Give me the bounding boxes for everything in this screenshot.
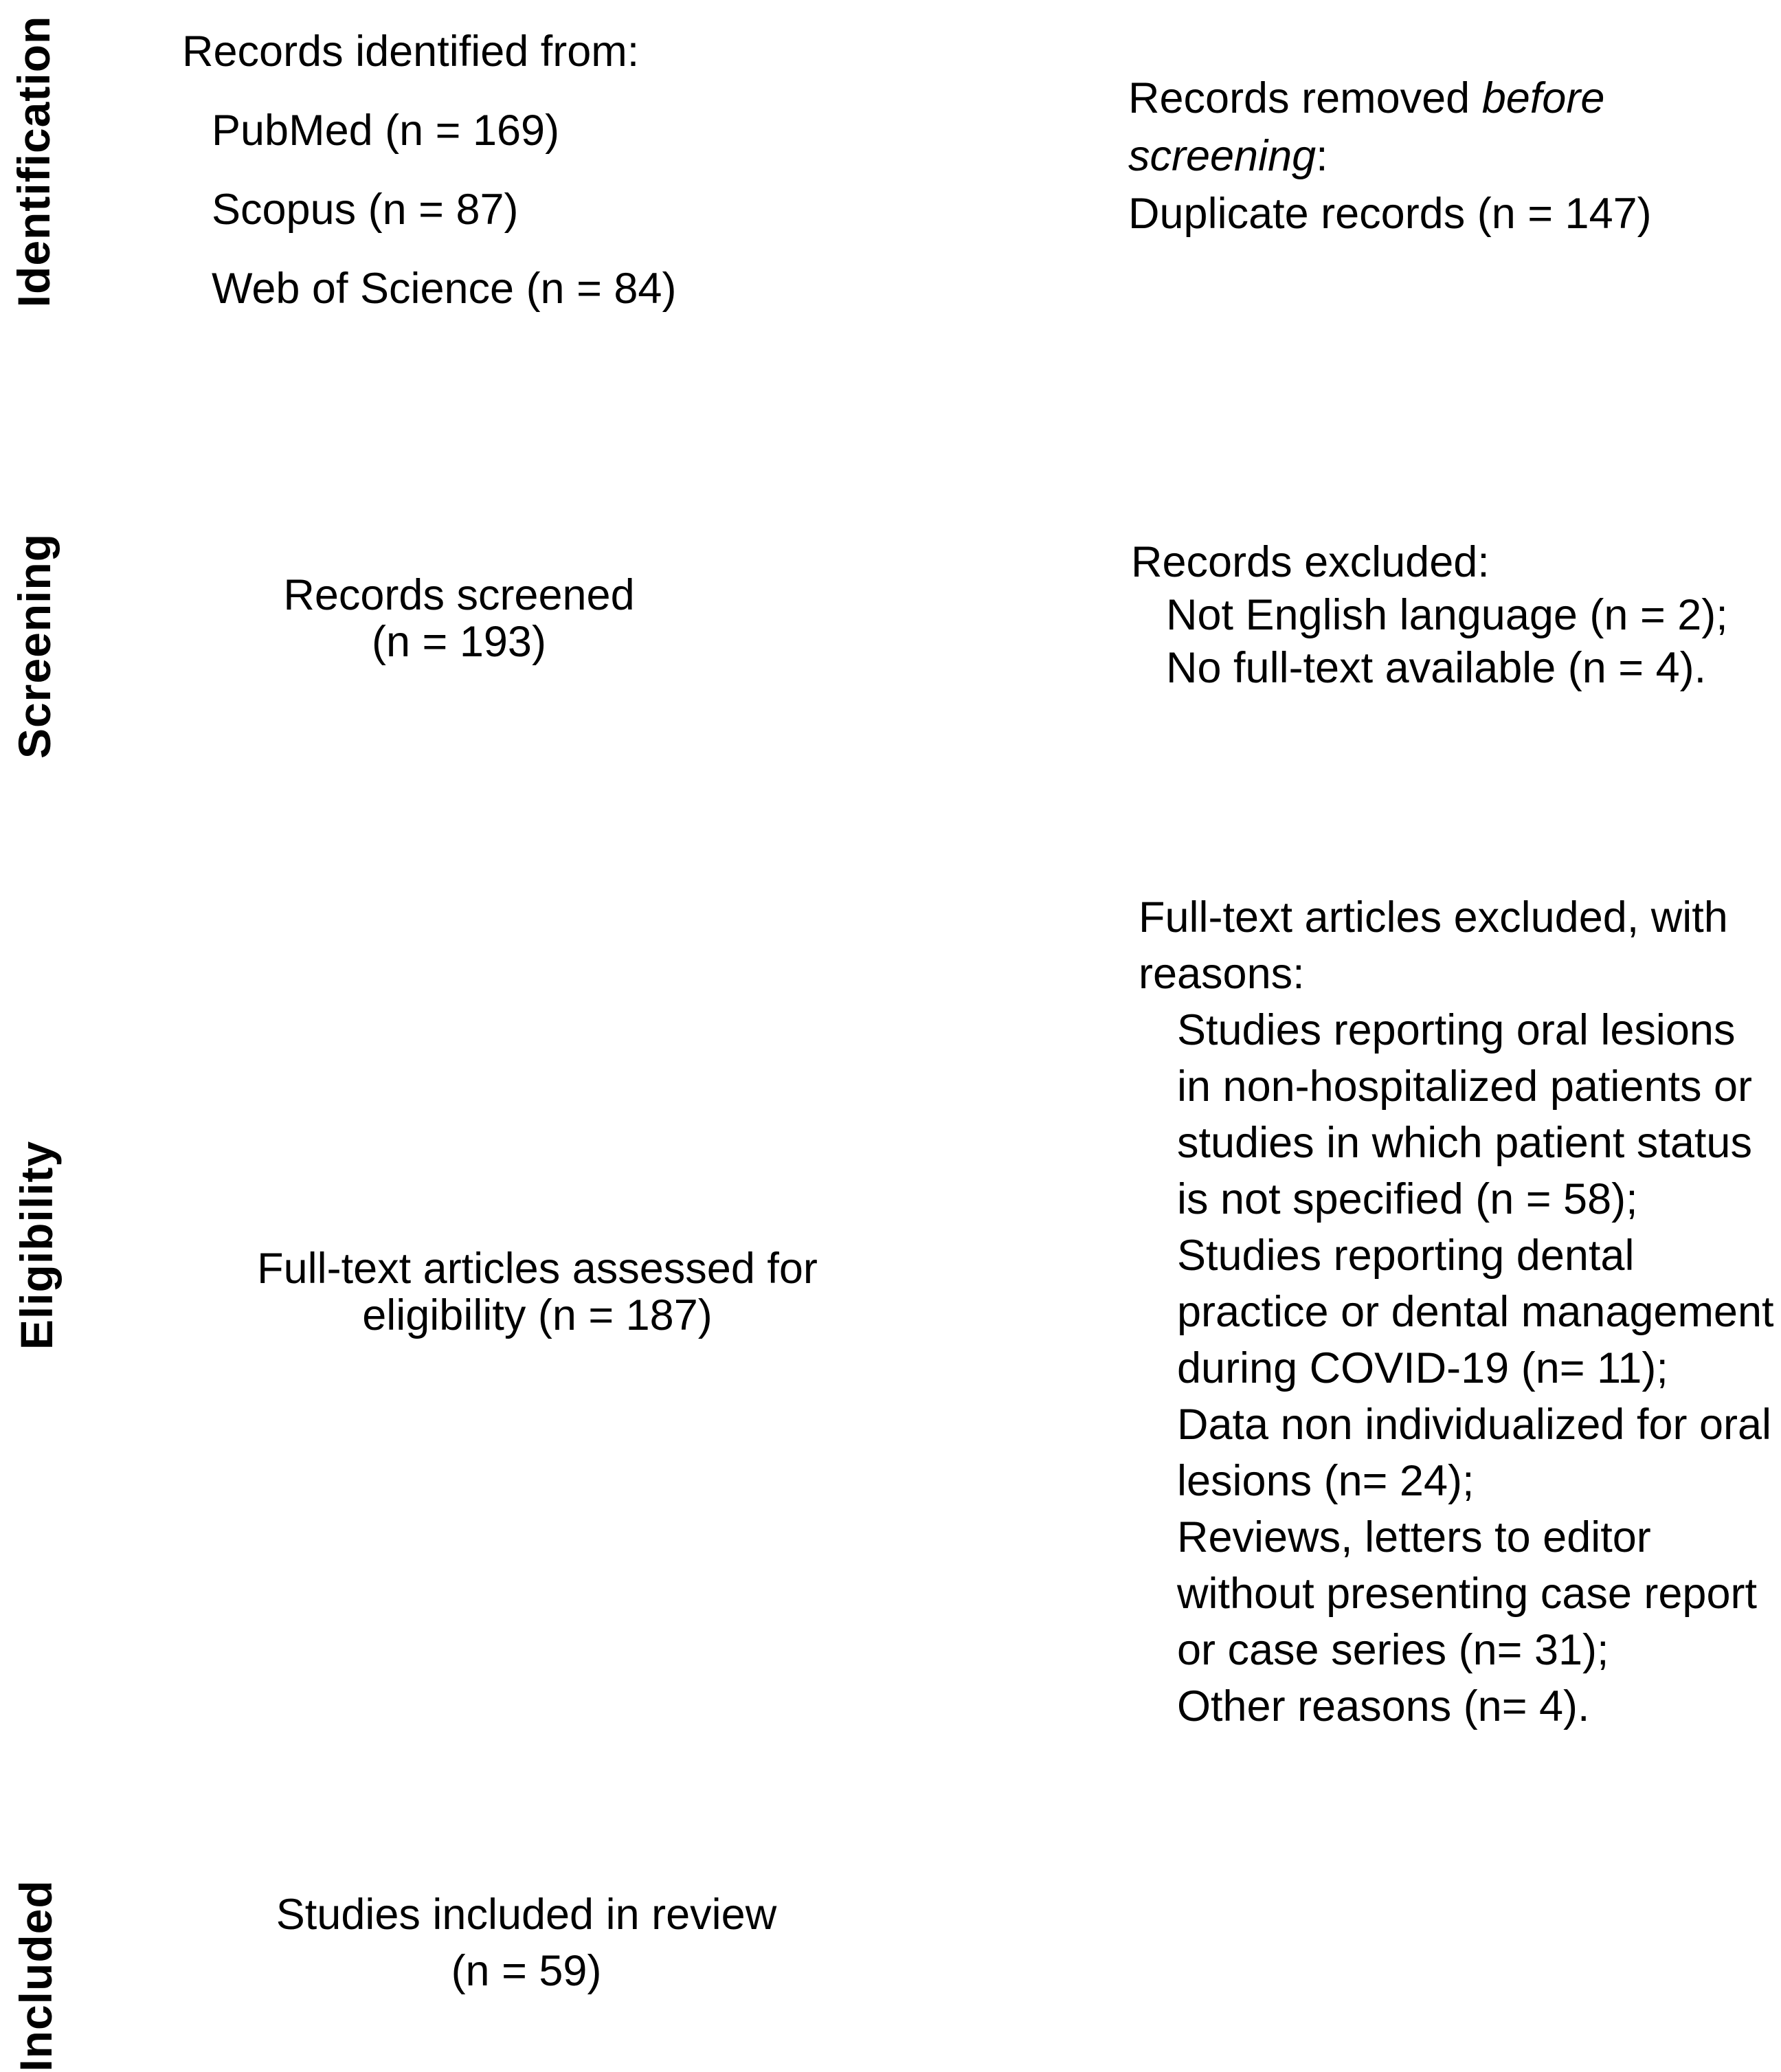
ft-reason-line: is not specified (n = 58); bbox=[1177, 1175, 1638, 1223]
ft-reason-line: practice or dental management bbox=[1177, 1288, 1774, 1336]
records-removed-line1-normal: Records removed bbox=[1128, 74, 1482, 122]
stage-label-eligibility: Eligibility bbox=[11, 1140, 62, 1350]
records-removed-line2-normal: : bbox=[1316, 132, 1328, 180]
ft-reason-line: Studies reporting oral lesions bbox=[1177, 1006, 1736, 1054]
excluded-reason-language: Not English language (n = 2); bbox=[1166, 591, 1728, 639]
excluded-reason-fulltext: No full-text available (n = 4). bbox=[1166, 644, 1707, 692]
ft-reason-line: lesions (n= 24); bbox=[1177, 1457, 1475, 1505]
ft-reason-line: Other reasons (n= 4). bbox=[1177, 1682, 1590, 1730]
ft-reason-line: in non-hospitalized patients or bbox=[1177, 1062, 1753, 1111]
ft-reason-line: during COVID-19 (n= 11); bbox=[1177, 1344, 1668, 1392]
stage-label-identification: Identification bbox=[8, 15, 59, 308]
studies-included-count: (n = 59) bbox=[451, 1947, 602, 1995]
records-screened-box bbox=[81, 572, 837, 665]
records-screened-line1: Records screened bbox=[283, 571, 635, 619]
fulltext-assessed-line2: eligibility (n = 187) bbox=[362, 1291, 713, 1339]
studies-included-line1: Studies included in review bbox=[276, 1891, 777, 1939]
stage-label-included: Included bbox=[10, 1880, 61, 2072]
records-removed-box bbox=[1128, 69, 1652, 243]
fulltext-excluded-box bbox=[1139, 889, 1774, 1735]
records-identified-header: Records identified from: bbox=[182, 27, 640, 76]
stage-label-screening: Screening bbox=[9, 533, 60, 759]
ft-reason-line: Reviews, letters to editor bbox=[1177, 1513, 1651, 1561]
fulltext-excluded-header-line2: reasons: bbox=[1139, 950, 1305, 998]
records-removed-line2 bbox=[1128, 127, 1652, 185]
records-removed-line1 bbox=[1128, 69, 1652, 127]
source-pubmed: PubMed (n = 169) bbox=[212, 107, 560, 155]
source-web-of-science: Web of Science (n = 84) bbox=[212, 265, 677, 313]
records-excluded-box bbox=[1131, 536, 1728, 695]
ft-reason-line: Studies reporting dental bbox=[1177, 1232, 1635, 1280]
studies-included-box bbox=[148, 1886, 904, 1999]
fulltext-excluded-header-line1: Full-text articles excluded, with bbox=[1139, 893, 1728, 942]
records-removed-line2-italic: screening bbox=[1128, 132, 1317, 180]
ft-reason-line: studies in which patient status bbox=[1177, 1119, 1752, 1167]
records-screened-count: (n = 193) bbox=[372, 618, 546, 666]
fulltext-assessed-box bbox=[159, 1245, 915, 1339]
ft-reason-line: Data non individualized for oral bbox=[1177, 1401, 1772, 1449]
records-removed-line1-italic: before bbox=[1481, 74, 1605, 122]
ft-reason-line: or case series (n= 31); bbox=[1177, 1626, 1609, 1674]
source-scopus: Scopus (n = 87) bbox=[212, 186, 519, 234]
ft-reason-line: without presenting case report bbox=[1177, 1570, 1757, 1618]
fulltext-assessed-line1: Full-text articles assessed for bbox=[257, 1245, 818, 1293]
duplicate-records: Duplicate records (n = 147) bbox=[1128, 190, 1652, 238]
records-identified-box bbox=[182, 12, 676, 328]
records-excluded-header: Records excluded: bbox=[1131, 538, 1490, 586]
